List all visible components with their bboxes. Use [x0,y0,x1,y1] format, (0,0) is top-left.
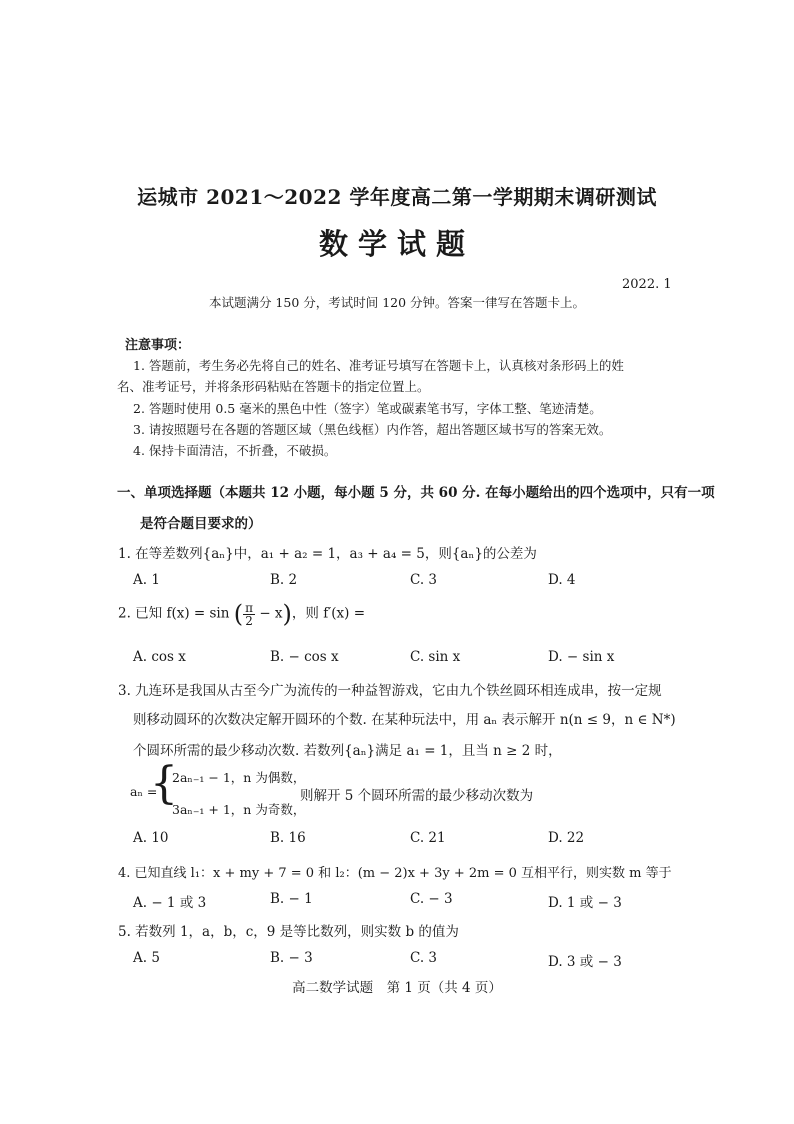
question-3-option-a: A. 10 [133,830,169,846]
question-3-option-d: D. 22 [548,830,585,846]
question-2-stem-prefix: 2. 已知 f(x) = sin [118,605,230,622]
question-5-option-a: A. 5 [133,950,160,966]
question-4-option-d: D. 1 或 − 3 [548,895,622,911]
piecewise-lhs: aₙ = [130,784,158,799]
paren-right: ) [282,600,292,628]
question-2-option-d: D. − sin x [548,649,615,665]
fraction-pi-over-2 [243,602,255,627]
question-1-stem: 1. 在等差数列{aₙ}中，a₁ + a₂ = 1，a₃ + a₄ = 5，则{aₙ}的公差为 [118,546,537,562]
question-4-stem: 4. 已知直线 l₁：x + my + 7 = 0 和 l₂：(m − 2)x + 3y + 2m = 0 互相平行，则实数 m 等于 [118,866,672,881]
fraction-denominator: 2 [245,613,253,628]
exam-intro: 本试题满分 150 分，考试时间 120 分钟。答案一律写在答题卡上。 [208,295,586,310]
question-5-option-d: D. 3 或 − 3 [548,954,622,970]
piecewise-case-even: 2aₙ₋₁ − 1，n 为偶数， [172,770,306,785]
question-1-option-a: A. 1 [133,572,160,588]
question-2-option-c: C. sin x [410,649,461,665]
section-heading-cont: 是符合题目要求的） [140,516,262,532]
exam-subject-title: 数学试题 [318,227,475,261]
notice-heading: 注意事项： [125,338,191,353]
question-3-tail: 则解开 5 个圆环所需的最少移动次数为 [300,788,534,804]
question-1-option-c: C. 3 [410,572,438,588]
question-2-stem-tail: ，则 f′(x) = [291,605,366,622]
question-3-line: 则移动圆环的次数决定解开圆环的个数. 在某种玩法中，用 aₙ 表示解开 n(n ≤ 9，n ∈ N*) [133,712,676,728]
question-5-stem: 5. 若数列 1，a，b，c，9 是等比数列，则实数 b 的值为 [118,924,459,940]
notice-item: 4. 保持卡面清洁，不折叠，不破损。 [133,443,337,458]
question-4-option-a: A. − 1 或 3 [133,895,207,911]
notice-item: 名、准考证号，并将条形码粘贴在答题卡的指定位置上。 [117,379,430,394]
question-2-stem [118,600,365,628]
section-heading: 一、单项选择题（本题共 12 小题，每小题 5 分，共 60 分. 在每小题给出的四个选项中，只有一项 [117,485,715,501]
question-5-option-b: B. − 3 [270,950,313,966]
question-4-option-b: B. − 1 [270,891,313,907]
question-3-option-c: C. 21 [410,830,446,846]
fraction-numerator: π [245,600,254,615]
notice-item: 2. 答题时使用 0.5 毫米的黑色中性（签字）笔或碳素笔书写，字体工整、笔迹清楚。 [133,401,602,416]
question-2-option-a: A. cos x [133,649,186,665]
question-3-line: 个圆环所需的最少移动次数. 若数列{aₙ}满足 a₁ = 1，且当 n ≥ 2 时， [133,743,562,759]
question-3-line: 3. 九连环是我国从古至今广为流传的一种益智游戏，它由九个铁丝圆环相连成串，按一定规 [118,683,662,699]
question-1-option-b: B. 2 [270,572,298,588]
notice-item: 1. 答题前，考生务必先将自己的姓名、准考证号填写在答题卡上，认真核对条形码上的姓 [133,358,624,373]
notice-item: 3. 请按照题号在各题的答题区域（黑色线框）内作答，超出答题区域书写的答案无效。 [133,422,612,437]
piecewise-case-odd: 3aₙ₋₁ + 1，n 为奇数， [172,802,306,817]
question-2-stem-suffix: − x [259,605,283,622]
exam-date: 2022. 1 [622,277,672,292]
question-1-option-d: D. 4 [548,572,576,588]
exam-title: 运城市 2021～2022 学年度高二第一学期期末调研测试 [137,185,657,209]
question-2-option-b: B. − cos x [270,649,339,665]
question-3-option-b: B. 16 [270,830,306,846]
question-4-option-c: C. − 3 [410,891,453,907]
left-brace: { [150,758,178,809]
question-5-option-c: C. 3 [410,950,438,966]
paren-left: ( [233,600,244,628]
page-footer: 高二数学试题 第 1 页（共 4 页） [292,980,502,996]
